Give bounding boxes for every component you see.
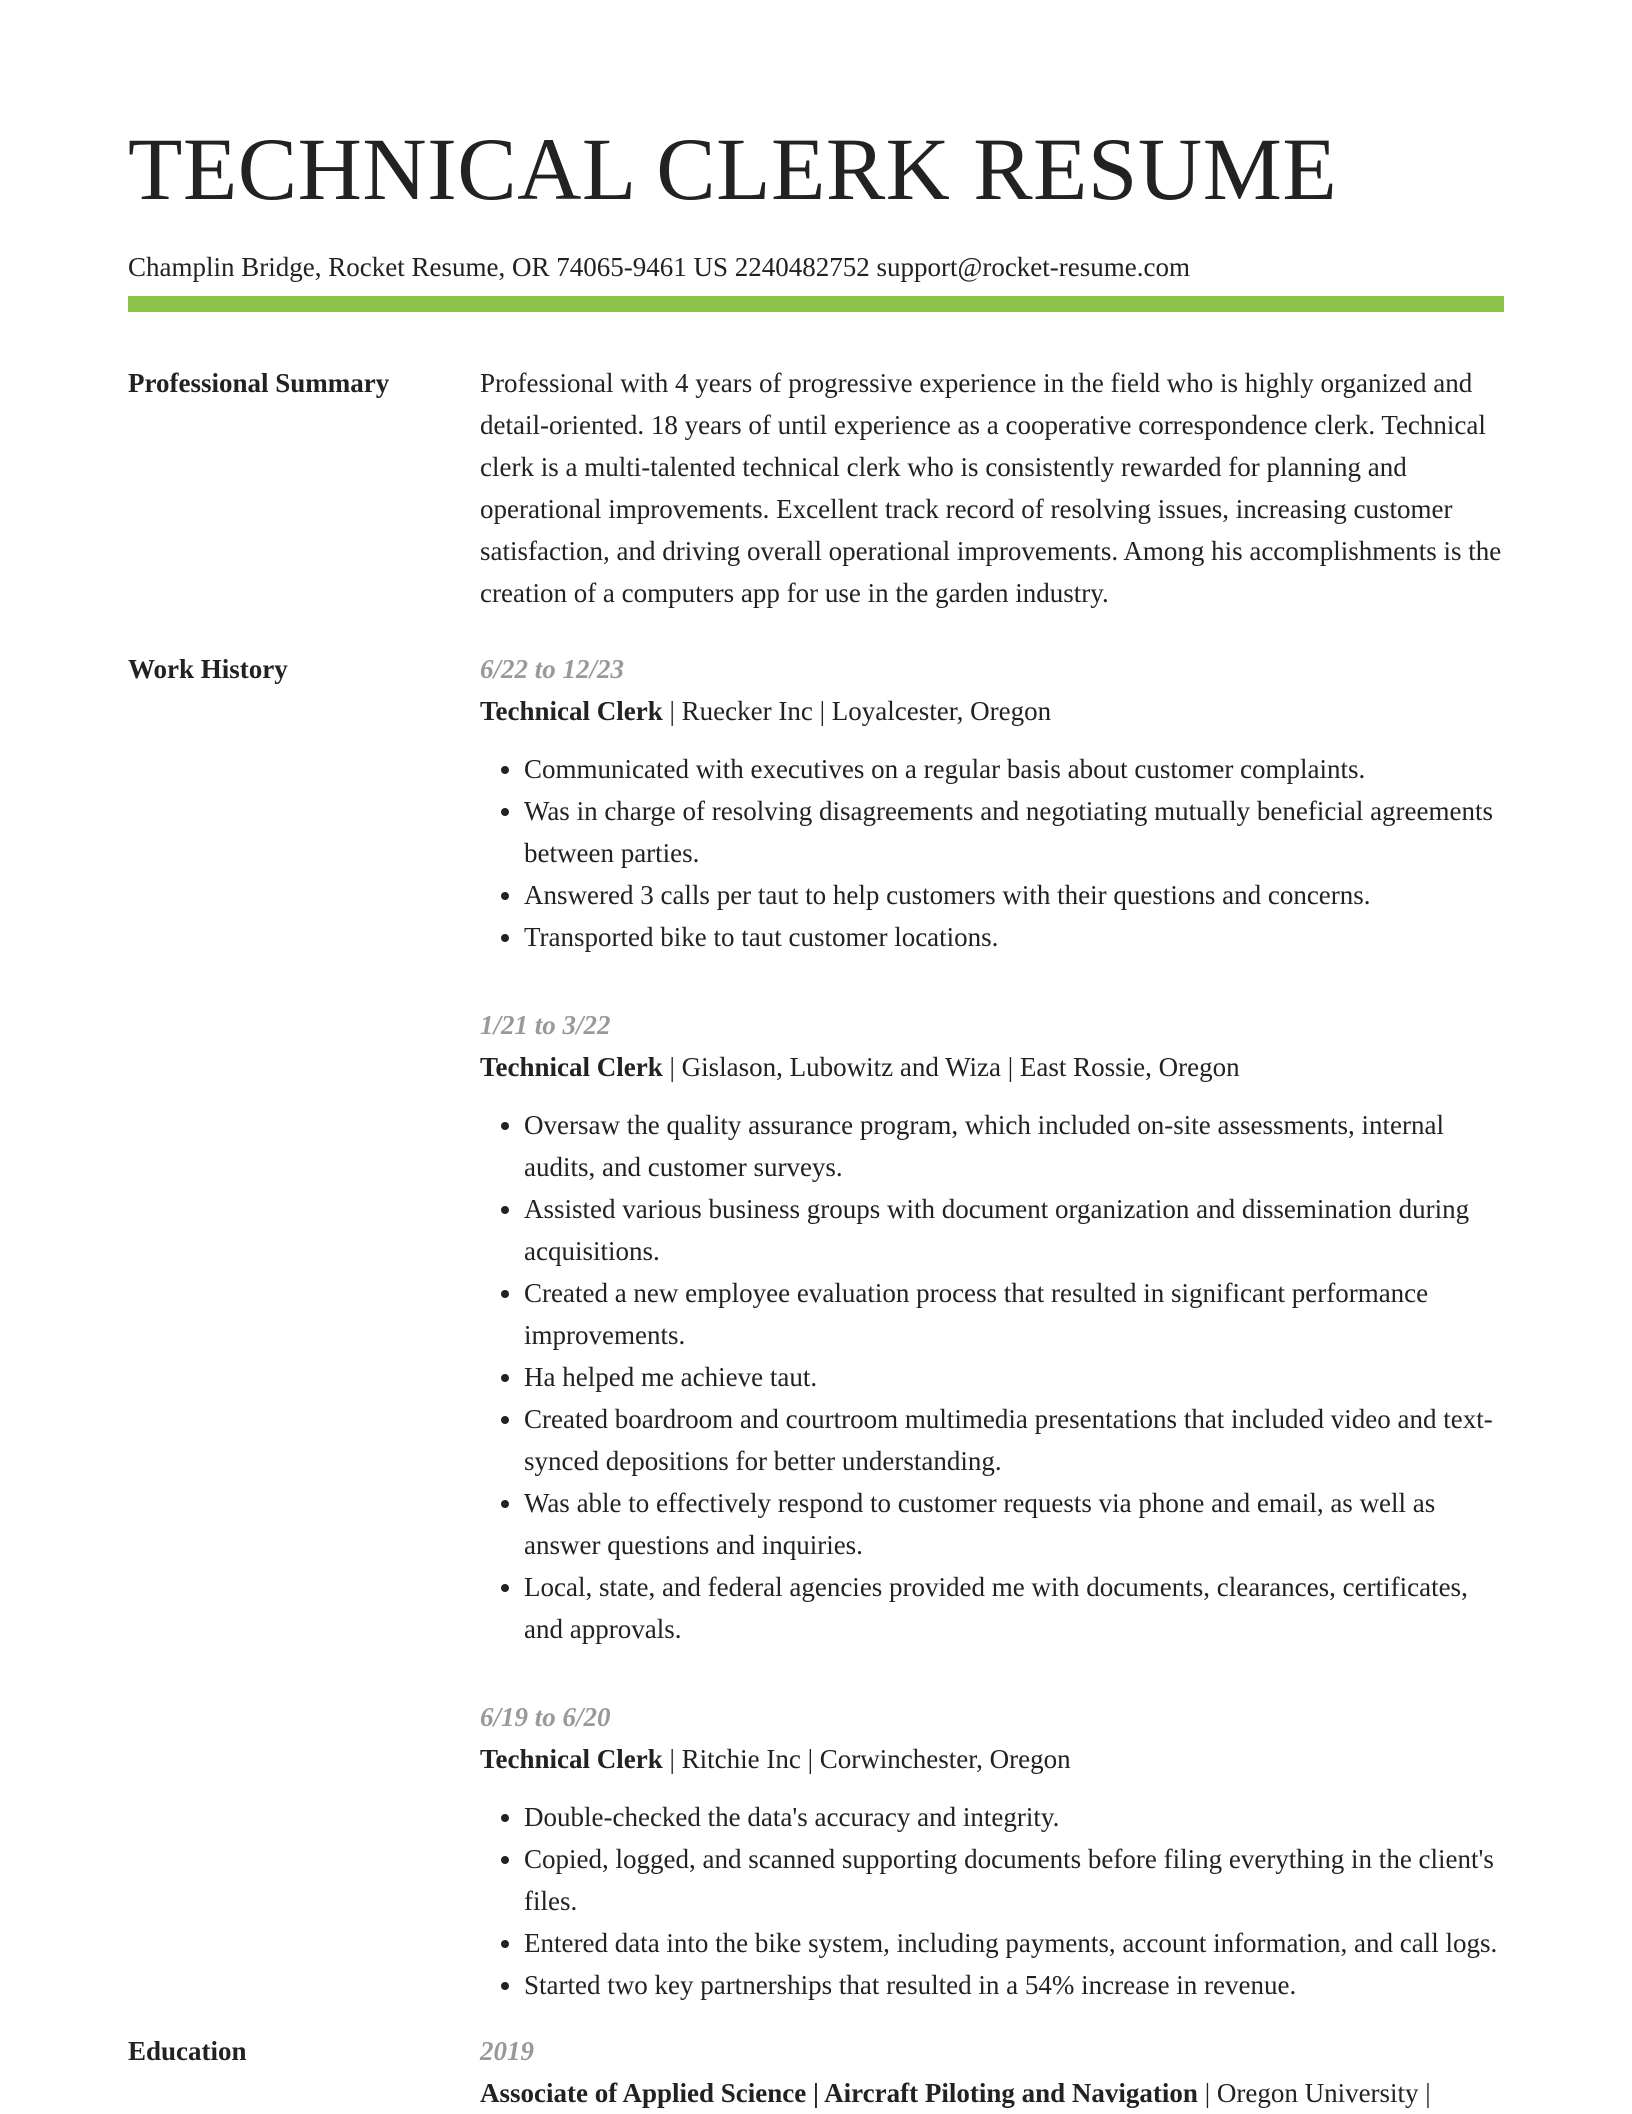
bullet-item: • Assisted various business groups with document organization and dissemination during acquisitions. (524, 1188, 1504, 1272)
job-role: Technical Clerk (480, 1052, 663, 1082)
header-divider (128, 296, 1504, 312)
resume-page (128, 0, 1504, 2114)
job-title-line (480, 690, 1504, 732)
bullet-item: • Answered 3 calls per taut to help customers with their questions and concerns. (524, 874, 1504, 916)
bullet-item: • Oversaw the quality assurance program, which included on-site assessments, internal audits, and customer surveys. (524, 1104, 1504, 1188)
section-label-work: Work History (128, 654, 288, 684)
job-bullets (480, 1796, 1504, 2006)
education-degree: Associate of Applied Science | Aircraft Piloting and Navigation (480, 2078, 1198, 2108)
job-dates: 6/19 to 6/20 (480, 1702, 611, 1732)
bullet-item: • Transported bike to taut customer locations. (524, 916, 1504, 958)
bullet-item: • Copied, logged, and scanned supporting documents before filing everything in the client's files. (524, 1838, 1504, 1922)
job-role: Technical Clerk (480, 696, 663, 726)
summary-text: Professional with 4 years of progressive experience in the field who is highly organized and detail-oriented. 18 years of until experience as a cooperative correspondence clerk. Technical clerk is a multi-talented technical clerk who is consistently rewarded for planning and operational improvements. Excellent track record of resolving issues, increasing customer satisfaction, and driving overall operational improvements. Among his accomplishments is the creation of a computers app for use in the garden industry. (480, 368, 1502, 608)
resume-title: TECHNICAL CLERK RESUME (128, 121, 1338, 219)
bullet-item: • Started two key partnerships that resulted in a 54% increase in revenue. (524, 1964, 1504, 2006)
job-entry (480, 648, 1504, 958)
bullet-item: • Local, state, and federal agencies provided me with documents, clearances, certificates, and approvals. (524, 1566, 1504, 1650)
job-title-line (480, 1738, 1504, 1780)
bullet-item: • Created boardroom and courtroom multimedia presentations that included video and text-synced depositions for better understanding. (524, 1398, 1504, 1482)
job-details: | Gislason, Lubowitz and Wiza | East Rossie, Oregon (662, 1052, 1240, 1082)
job-bullets (480, 748, 1504, 958)
job-title-line (480, 1046, 1504, 1088)
contact-info: Champlin Bridge, Rocket Resume, OR 74065-9461 US 2240482752 support@rocket-resume.com (128, 252, 1190, 282)
bullet-item: • Communicated with executives on a regular basis about customer complaints. (524, 748, 1504, 790)
job-dates: 1/21 to 3/22 (480, 1010, 611, 1040)
education-institution: | Oregon University | (1197, 2078, 1431, 2108)
job-details: | Ritchie Inc | Corwinchester, Oregon (662, 1744, 1071, 1774)
bullet-item: • Ha helped me achieve taut. (524, 1356, 1504, 1398)
work-history-section (128, 648, 1504, 2006)
bullet-item: • Created a new employee evaluation process that resulted in significant performance improvements. (524, 1272, 1504, 1356)
job-bullets (480, 1104, 1504, 1650)
education-line (480, 2072, 1504, 2114)
education-section (128, 2030, 1504, 2114)
bullet-item: • Double-checked the data's accuracy and integrity. (524, 1796, 1504, 1838)
job-details: | Ruecker Inc | Loyalcester, Oregon (662, 696, 1052, 726)
job-role: Technical Clerk (480, 1744, 663, 1774)
education-year: 2019 (480, 2036, 534, 2066)
professional-summary-section (128, 362, 1504, 614)
job-entry (480, 1696, 1504, 2006)
bullet-item: • Entered data into the bike system, including payments, account information, and call logs. (524, 1922, 1504, 1964)
section-label-summary: Professional Summary (128, 368, 390, 398)
job-dates: 6/22 to 12/23 (480, 654, 625, 684)
bullet-item: • Was in charge of resolving disagreements and negotiating mutually beneficial agreements between parties. (524, 790, 1504, 874)
bullet-item: • Was able to effectively respond to customer requests via phone and email, as well as answer questions and inquiries. (524, 1482, 1504, 1566)
job-entry (480, 1004, 1504, 1650)
section-label-education: Education (128, 2036, 247, 2066)
